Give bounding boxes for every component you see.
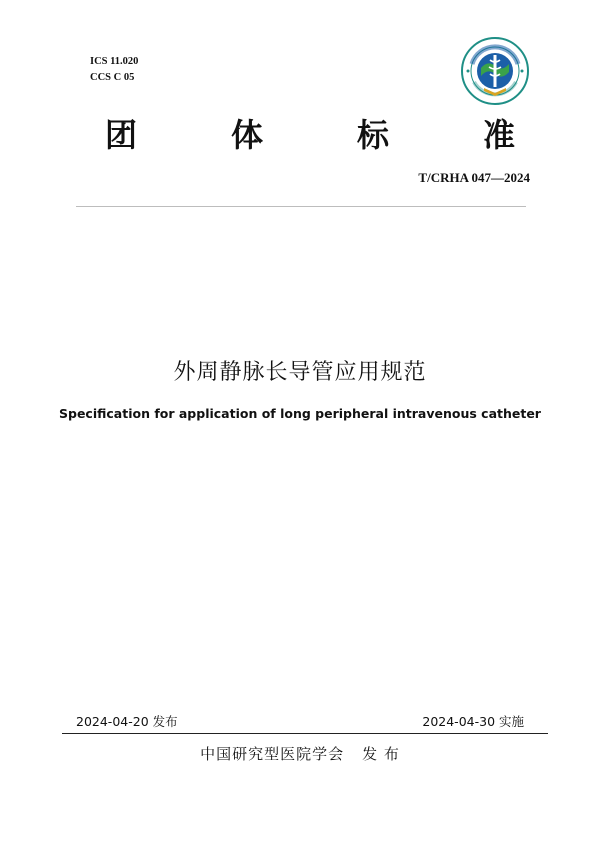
document-type-char: 体 [230, 117, 263, 153]
implementation-date: 2024-04-30 实施 [422, 714, 524, 729]
document-type-char: 标 [356, 117, 389, 153]
document-type-char: 准 [482, 117, 515, 153]
publisher-name: 中国研究型医院学会 [200, 745, 345, 763]
classification-codes [90, 54, 138, 86]
document-type-heading [105, 110, 515, 156]
document-type-char: 团 [105, 117, 138, 153]
publisher-line [0, 743, 600, 764]
header-divider [76, 206, 526, 207]
standard-number: T/CRHA 047—2024 [418, 170, 530, 185]
ics-code: ICS 11.020 [90, 56, 139, 67]
title-english: Specification for application of long peripheral intravenous catheter [59, 406, 541, 421]
publisher-action: 发 布 [362, 745, 400, 763]
ccs-code: CCS C 05 [90, 72, 135, 83]
society-seal-icon [460, 36, 530, 106]
issue-date: 2024-04-20 发布 [76, 714, 178, 729]
title-chinese: 外周静脉长导管应用规范 [173, 360, 427, 385]
footer-divider [62, 733, 548, 734]
